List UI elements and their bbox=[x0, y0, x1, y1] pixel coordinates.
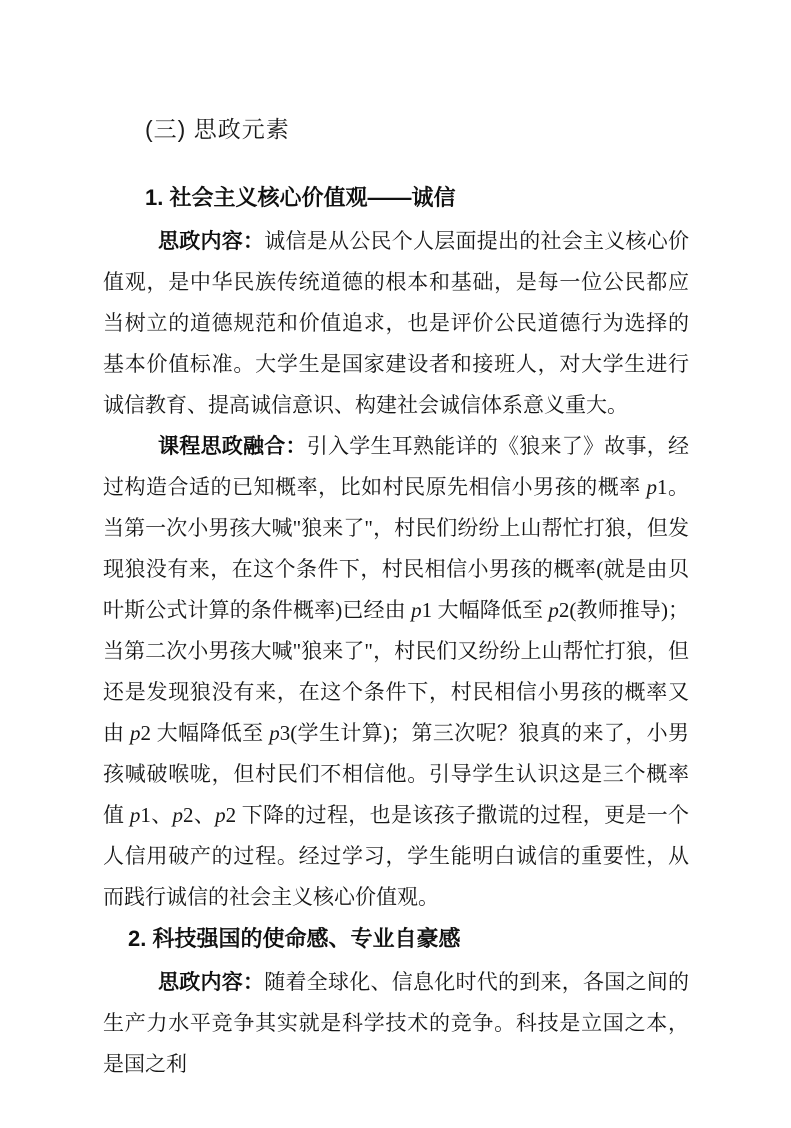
paragraph-ideological-content-1 bbox=[103, 221, 689, 426]
paragraph-body-tech-competition: 随着全球化、信息化时代的到来，各国之间的生产力水平竞争其实就是科学技术的竞争。科技是立国之本，是国之利 bbox=[103, 970, 689, 1076]
heading-core-values-integrity: 1. 社会主义核心价值观——诚信 bbox=[145, 185, 456, 210]
paragraph-lead-course-integration: 课程思政融合： bbox=[158, 435, 307, 458]
paragraph-body-wolf-story: 引入学生耳熟能详的《狼来了》故事，经过构造合适的已知概率，比如村民原先相信小男孩的概率 p1。当第一次小男孩大喊"狼来了"，村民们纷纷上山帮忙打狼，但发现狼没有来，在这个条件下，村民相信小男孩的概率(就是由贝叶斯公式计算的条件概率)已经由 p1 大幅降低至 p2(教师推导)；当第二次小男孩大喊"狼来了"，村民们又纷纷上山帮忙打狼，但还是发现狼没有来，在这个条件下，村民相信小男孩的概率又由 p2 大幅降低至 p3(学生计算)；第三次呢？狼真的来了，小男孩喊破喉咙，但村民们不相信他。引导学生认识这是三个概率值 p1、p2、p2 下降的过程，也是该孩子撒谎的过程，更是一个人信用破产的过程。经过学习，学生能明白诚信的重要性，从而践行诚信的社会主义核心价值观。 bbox=[103, 434, 690, 909]
section-heading: (三) 思政元素 bbox=[145, 116, 290, 142]
paragraph-ideological-content-2 bbox=[103, 962, 689, 1085]
heading-tech-power-mission: 2. 科技强国的使命感、专业自豪感 bbox=[128, 926, 461, 951]
paragraph-course-integration bbox=[103, 426, 689, 918]
paragraph-lead-ideological-content: 思政内容： bbox=[158, 230, 265, 253]
document-content bbox=[103, 104, 689, 1085]
paragraph-body-integrity-values: 诚信是从公民个人层面提出的社会主义核心价值观，是中华民族传统道德的根本和基础，是每一位公民都应当树立的道德规范和价值追求，也是评价公民道德行为选择的基本价值标准。大学生是国家建设者和接班人，对大学生进行诚信教育、提高诚信意识、构建社会诚信体系意义重大。 bbox=[103, 229, 689, 417]
paragraph-lead-ideological-content-2: 思政内容： bbox=[158, 971, 265, 994]
